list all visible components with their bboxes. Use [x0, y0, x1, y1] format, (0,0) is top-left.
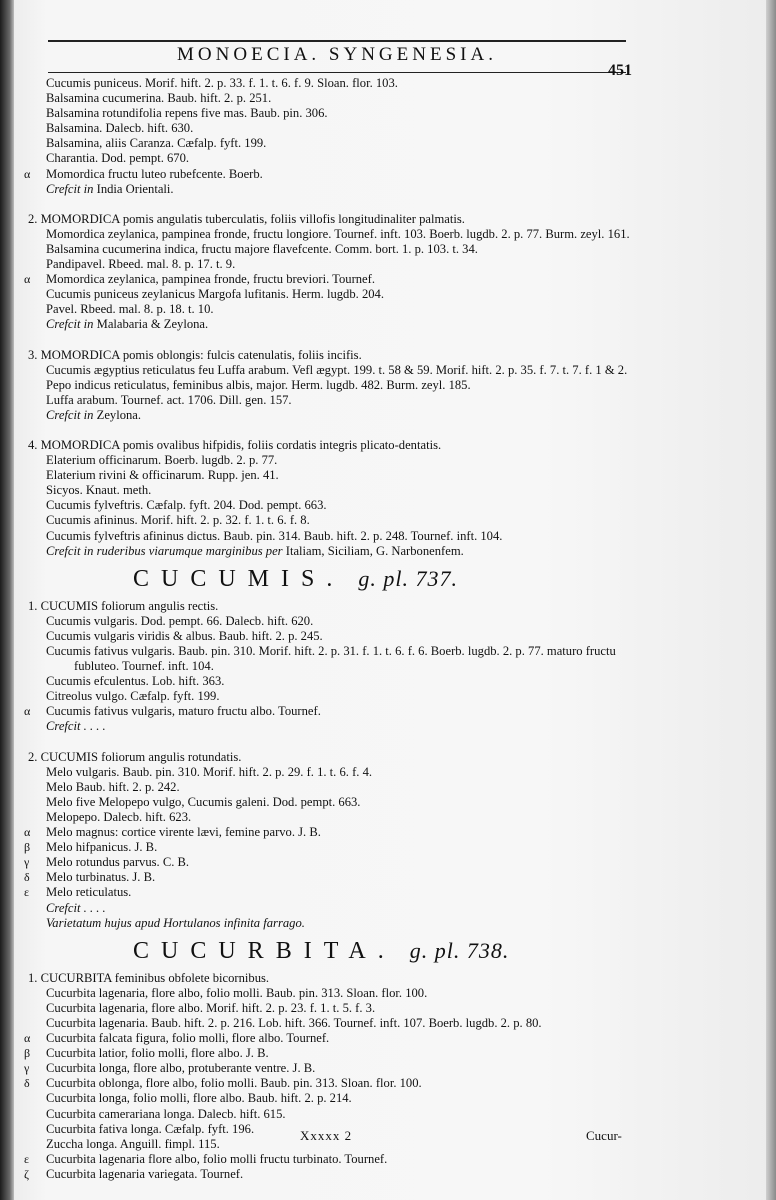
synonym-line [28, 629, 648, 644]
synonym-line [28, 689, 648, 704]
habitat-place: Malabaria & Zeylona. [96, 317, 209, 332]
synonym-text: Cucumis puniceus zeylanicus Margofa lufitanis. Herm. lugdb. 204. [46, 287, 384, 302]
synonym-line [24, 885, 648, 900]
habitat-line [28, 408, 648, 423]
genus-name: CUCUMIS. [133, 565, 345, 592]
habitat-place: Zeylona. [96, 407, 142, 422]
synonym-text: Cucurbita longa, folio molli, flore albo. Baub. hift. 2. p. 214. [46, 1091, 352, 1106]
habitat-lead: Crefcit in ruderibus viarumque marginibus per [46, 543, 283, 558]
synonym-line [28, 393, 648, 408]
synonym-line [24, 1061, 648, 1076]
synonym-text: Pepo indicus reticulatus, feminibus albis, major. Herm. lugdb. 482. Burm. zeyl. 185. [46, 377, 471, 392]
habitat-line [28, 544, 648, 559]
synonym-line [24, 840, 648, 855]
page-number: 451 [608, 62, 632, 79]
habitat-line [28, 901, 648, 916]
synonym-line [28, 106, 648, 121]
synonym-text: Pandipavel. Rbeed. mal. 8. p. 17. t. 9. [46, 257, 236, 272]
synonym-text: Sicyos. Knaut. meth. [46, 483, 152, 498]
synonym-line [24, 1031, 648, 1046]
variety-marker: β [24, 840, 31, 855]
variety-marker: α [24, 704, 31, 719]
synonym-text: Cucurbita lagenaria. Baub. hift. 2. p. 216. Lob. hift. 366. Tournef. inft. 107. Boerb. lugdb. 2. p. 80. [46, 1015, 542, 1030]
synonym-text: Luffa arabum. Tournef. act. 1706. Dill. gen. 157. [46, 392, 292, 407]
synonym-text: Melo vulgaris. Baub. pin. 310. Morif. hift. 2. p. 29. f. 1. t. 6. f. 4. [46, 764, 373, 779]
synonym-text: Charantia. Dod. pempt. 670. [46, 151, 190, 166]
variety-marker: β [24, 1046, 31, 1061]
synonym-text: Cucurbita lagenaria, flore albo, folio molli. Baub. pin. 313. Sloan. flor. 100. [46, 985, 428, 1000]
synonym-line [24, 855, 648, 870]
synonym-text: Cucurbita latior, folio molli, flore albo. J. B. [46, 1046, 269, 1061]
synonym-line [28, 674, 648, 689]
variety-marker: γ [24, 1061, 30, 1076]
variety-marker: δ [24, 1076, 30, 1091]
synonym-text: Cucumis afininus. Morif. hift. 2. p. 32. f. 1. t. 6. f. 8. [46, 513, 310, 528]
synonym-line [28, 1016, 648, 1031]
habitat-place: Italiam, Siciliam, G. Narbonenfem. [285, 543, 464, 558]
synonym-text: Elaterium officinarum. Boerb. lugdb. 2. p. 77. [46, 453, 278, 468]
habitat-line [28, 317, 648, 332]
synonym-line [28, 1107, 648, 1122]
synonym-text: Melo magnus: cortice virente lævi, femine parvo. J. B. [46, 825, 321, 840]
synonym-text: Cucurbita longa, flore albo, protuberante ventre. J. B. [46, 1061, 316, 1076]
synonym-line [24, 1151, 648, 1167]
page-body [24, 76, 648, 1182]
catchword: Cucur- [586, 1128, 622, 1143]
synonym-text: Momordica fructu luteo rubefcente. Boerb. [46, 166, 263, 181]
synonym-line [24, 272, 648, 287]
species-entry-heading: 1. CUCURBITA feminibus obfolete bicornibus. [28, 970, 270, 985]
genus-name: CUCURBITA. [133, 937, 396, 964]
synonym-line [24, 704, 648, 719]
synonym-line [28, 659, 648, 674]
variety-marker: α [24, 272, 31, 287]
synonym-line [24, 870, 648, 885]
synonym-line [28, 257, 648, 272]
synonym-text: Melo rotundus parvus. C. B. [46, 855, 190, 870]
synonym-line [28, 468, 648, 483]
synonym-text: Melo hifpanicus. J. B. [46, 840, 158, 855]
synonym-line [28, 780, 648, 795]
variety-marker: ζ [24, 1166, 29, 1181]
variety-marker: α [24, 1031, 31, 1046]
variety-marker: α [24, 825, 31, 840]
synonym-text: Balsamina cucumerina indica, fructu majore flavefcente. Comm. bort. 1. p. 103. t. 34. [46, 241, 478, 256]
habitat-line [28, 182, 648, 197]
synonym-text: Cucumis fativus vulgaris. Baub. pin. 310. Morif. hift. 2. p. 31. f. 1. t. 6. f. 6. Boerb. lugdb. 2. p. 77. maturo fructu [46, 644, 616, 658]
variety-marker: δ [24, 870, 30, 885]
synonym-text: Melopepo. Dalecb. hift. 623. [46, 809, 192, 824]
genus-reference: g. pl. 738. [409, 937, 510, 963]
synonym-line [24, 825, 648, 840]
signature-mark: Xxxxx 2 [300, 1128, 353, 1143]
page-edge [766, 0, 776, 1200]
variety-marker: γ [24, 855, 30, 870]
synonym-line [28, 810, 648, 825]
paragraph-gap [28, 333, 648, 348]
species-entry-heading: 2. MOMORDICA pomis angulatis tuberculatis, foliis villofis longitudinaliter palmatis. [28, 211, 465, 226]
genus-reference: g. pl. 737. [358, 565, 458, 591]
paragraph-gap [28, 197, 648, 212]
synonym-text: Melo turbinatus. J. B. [46, 870, 156, 885]
synonym-text: Cucumis fylveftris afininus dictus. Baub. pin. 314. Baub. hift. 2. p. 248. Tournef. inft. 104. [46, 528, 503, 543]
habitat-lead: Crefcit in [46, 317, 94, 332]
synonym-line [28, 227, 648, 242]
species-entry-heading: 3. MOMORDICA pomis oblongis: fulcis catenulatis, foliis incifis. [28, 347, 362, 362]
synonym-line [28, 76, 648, 91]
synonym-text: Cucurbita fativa longa. Cæfalp. fyft. 196. [46, 1121, 255, 1136]
head-rule [48, 72, 626, 73]
synonym-text: Zuccha longa. Anguill. fimpl. 115. [46, 1136, 220, 1151]
habitat-lead: Varietatum hujus apud Hortulanos infinita farrago. [46, 915, 305, 930]
synonym-text: Cucumis efculentus. Lob. hift. 363. [46, 674, 225, 689]
synonym-line [28, 483, 648, 498]
synonym-line [24, 1046, 648, 1061]
synonym-line [28, 644, 648, 659]
species-entry-heading: 4. MOMORDICA pomis ovalibus hifpidis, foliis cordatis integris plicato-dentatis. [28, 437, 442, 452]
synonym-line [28, 151, 648, 166]
synonym-line [28, 1001, 648, 1016]
synonym-text: Cucumis vulgaris viridis & albus. Baub. hift. 2. p. 245. [46, 628, 323, 643]
top-rule [48, 40, 626, 42]
paragraph-gap [28, 735, 648, 750]
synonym-text: Citreolus vulgo. Cæfalp. fyft. 199. [46, 689, 220, 704]
synonym-text: Momordica zeylanica, pampinea fronde, fructu breviori. Tournef. [46, 272, 375, 287]
synonym-line [28, 795, 648, 810]
habitat-line [28, 719, 648, 734]
synonym-text: fubluteo. Tournef. inft. 104. [74, 659, 214, 674]
synonym-line [28, 1091, 648, 1106]
synonym-line [28, 287, 648, 302]
variety-marker: ε [24, 1151, 30, 1166]
habitat-lead: Crefcit in [46, 181, 94, 196]
synonym-text: Cucurbita falcata figura, folio molli, flore albo. Tournef. [46, 1031, 330, 1046]
synonym-text: Cucurbita oblonga, flore albo, folio molli. Baub. pin. 313. Sloan. flor. 100. [46, 1076, 422, 1091]
synonym-text: Cucumis fativus vulgaris, maturo fructu albo. Tournef. [46, 704, 321, 719]
synonym-text: Cucurbita lagenaria flore albo, folio molli fructu turbinato. Tournef. [46, 1151, 388, 1166]
synonym-line [28, 91, 648, 106]
synonym-line [28, 986, 648, 1001]
synonym-text: Melo five Melopepo vulgo, Cucumis galeni. Dod. pempt. 663. [46, 794, 361, 809]
synonym-text: Cucumis ægyptius reticulatus feu Luffa arabum. Vefl ægypt. 199. t. 58 & 59. Morif. hift. 2. p. 35. f. 7. t. 7. f. 1 & 2. [46, 362, 628, 377]
variety-marker: ε [24, 885, 30, 900]
genus-heading [28, 931, 648, 971]
synonym-line [28, 498, 648, 513]
habitat-lead: Crefcit in [46, 407, 94, 422]
synonym-text: Balsamina rotundifolia repens five mas. Baub. pin. 306. [46, 106, 328, 121]
synonym-line [28, 121, 648, 136]
variety-marker: α [24, 166, 31, 181]
paragraph-gap [28, 423, 648, 438]
synonym-line [28, 242, 648, 257]
species-entry-heading: 1. CUCUMIS foliorum angulis rectis. [28, 598, 219, 613]
synonym-line [24, 166, 648, 182]
synonym-text: Elaterium rivini & officinarum. Rupp. jen. 41. [46, 468, 279, 483]
synonym-line [28, 136, 648, 151]
synonym-line [28, 453, 648, 468]
synonym-text: Cucurbita lagenaria variegata. Tournef. [46, 1166, 244, 1181]
book-binding-shadow [0, 0, 14, 1200]
synonym-line [28, 529, 648, 544]
synonym-line [24, 1166, 648, 1182]
synonym-line [28, 378, 648, 393]
synonym-text: Cucurbita camerariana longa. Dalecb. hift. 615. [46, 1106, 286, 1121]
synonym-text: Balsamina cucumerina. Baub. hift. 2. p. 251. [46, 91, 272, 106]
synonym-line [28, 363, 648, 378]
synonym-text: Cucumis vulgaris. Dod. pempt. 66. Dalecb. hift. 620. [46, 613, 314, 628]
habitat-place: India Orientali. [96, 181, 174, 196]
synonym-line [28, 614, 648, 629]
synonym-line [28, 302, 648, 317]
synonym-text: Balsamina. Dalecb. hift. 630. [46, 121, 194, 136]
synonym-text: Melo Baub. hift. 2. p. 242. [46, 779, 180, 794]
synonym-text: Momordica zeylanica, pampinea fronde, fructu longiore. Tournef. inft. 103. Boerb. lugdb. 2. p. 77. Burm. zeyl. 161. [46, 226, 630, 241]
habitat-line [28, 916, 648, 931]
habitat-lead: Crefcit . . . . [46, 719, 106, 734]
synonym-text: Cucumis fylveftris. Cæfalp. fyft. 204. Dod. pempt. 663. [46, 498, 327, 513]
synonym-line [24, 1076, 648, 1091]
synonym-line [28, 765, 648, 780]
running-head: MONOECIA. SYNGENESIA. [177, 44, 497, 65]
synonym-text: Pavel. Rbeed. mal. 8. p. 18. t. 10. [46, 302, 214, 317]
synonym-text: Cucurbita lagenaria, flore albo. Morif. hift. 2. p. 23. f. 1. t. 5. f. 3. [46, 1000, 376, 1015]
genus-heading [28, 559, 648, 599]
synonym-text: Cucumis puniceus. Morif. hift. 2. p. 33. f. 1. t. 6. f. 9. Sloan. flor. 103. [46, 76, 398, 90]
species-entry-heading: 2. CUCUMIS foliorum angulis rotundatis. [28, 749, 242, 764]
synonym-text: Melo reticulatus. [46, 885, 132, 900]
habitat-lead: Crefcit . . . . [46, 900, 106, 915]
synonym-line [28, 513, 648, 528]
synonym-text: Balsamina, aliis Caranza. Cæfalp. fyft. 199. [46, 136, 267, 151]
